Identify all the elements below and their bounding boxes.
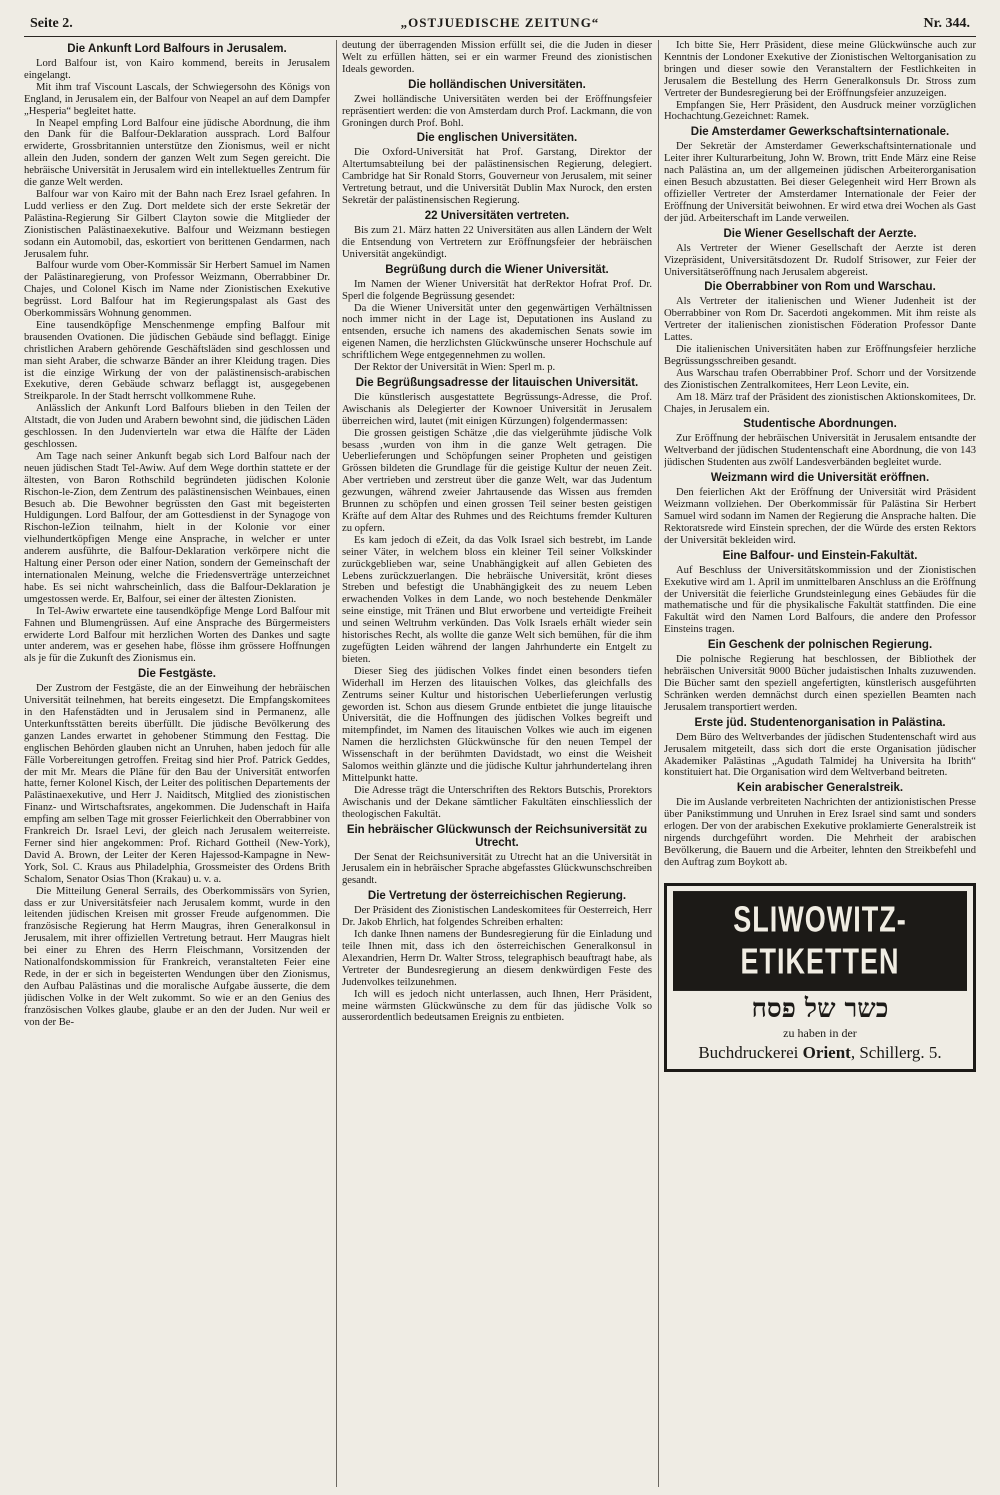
headline-balfour-einstein-faculty: Eine Balfour- und Einstein-Fakultät. (722, 549, 918, 562)
page-number: Seite 2. (30, 16, 73, 31)
headline-austrian-government: Die Vertretung der österreichischen Regierung. (367, 890, 627, 903)
headline-chief-rabbis: Die Oberrabbiner von Rom und Warschau. (704, 281, 936, 294)
paragraph: Der Zustrom der Festgäste, die an der Einweihung der hebräischen Universität teilnehmen, hat bereits eingesetzt. Die Empfangskomitees in den Hafenstädten und in Jerusalem sind in Permanenz, alle Unterkunftsstätten bereits überfüllt. Die jüdische Bevölkerung des ganzen Landes erwartet in gehobener Stimmung den Festtag. Die englischen Behörden glauben nicht an Unruhen, haben jedoch für alle Fälle Vorbereitungen getroffen. Freitag sind hier Prof. Patrick Geddes, der mit Mr. Mears die Pläne für den Bau der Universität entworfen hatte, ferner Kolonel Kisch, der Leiter des politischen Departements der Palästinaexekutive, und Herr J. Naiditsch, Mitglied des zionistischen Finanz- und Wirtschaftsrates, angekommen. Die Judenschaft in Haifa empfing am selben Tage mit grosser Feierlichkeit den Oberrabbiner von Frankreich Dr. Israel Levi, der gleich nach Jerusalem weiterreiste. Ferner sind hier angekommen: Prof. Richard Gottheil (New-York), David A. Brown, der Leiter der Keren Hajessod-Kampagne in New-York, Sol. C. Kraus aus Philadelphia, Grossmeister des Ordens Brith Schalom, Senator Osias Thon (Krakau) u. v. a. (24, 683, 330, 885)
paragraph: Als Vertreter der Wiener Gesellschaft der Aerzte ist deren Vizepräsident, Universitätsdozent Dr. Rudolf Strisower, zur Feier der Universitätseröffnung nach Jerusalem abgereist. (664, 242, 976, 278)
column-divider (658, 40, 659, 1487)
paragraph: Empfangen Sie, Herr Präsident, den Ausdruck meiner vorzüglichen Hochachtung.Gezeichnet: Ramek. (664, 99, 976, 123)
column-divider (336, 40, 337, 1487)
paragraph: In Neapel empfing Lord Balfour eine jüdische Abordnung, die ihm den Dank für die Balfour-Deklaration aussprach. Lord Balfour erwiderte, Grossbritannien unterstütze den Zionismus, weil er nicht allein den Juden, sondern der ganzen Welt zum Segen gereicht. Die hebräische Universität in Jerusalem wird ein intellektuelles Zentrum für die ganze Welt werden. (24, 117, 330, 189)
headline-student-delegations: Studentische Abordnungen. (743, 418, 897, 431)
paragraph: Zur Eröffnung der hebräischen Universität in Jerusalem entsandte der Weltverband der jüdischen Studentenschaft eine Abordnung, die von 143 jüdischen Studenten aus zwölf Landesverbänden begleitet wurde. (664, 433, 976, 469)
paragraph: Der Rektor der Universität in Wien: Sperl m. p. (354, 362, 556, 374)
paragraph: deutung der überragenden Mission erfüllt sei, die die Juden in dieser Welt zu erfüllen hätten, sei er ein warmer Freund des zionistischen Ideals geworden. (342, 40, 652, 75)
paragraph: Mit ihm traf Viscount Lascals, der Schwiegersohn des Königs von England, in Jerusalem ein, der Balfour von Neapel an auf dem Dampfer „Hesperia“ begleitet hatte. (24, 81, 330, 117)
paragraph: Am 18. März traf der Präsident des zionistischen Aktionskomitees, Dr. Chajes, in Jerusalem ein. (664, 391, 976, 415)
page-header (24, 10, 976, 37)
paragraph: Da die Wiener Universität unter den gegenwärtigen Verhältnissen noch immer nicht in der Lage ist, Deputationen ins Ausland zu entsenden, ersuche ich namens des akademischen Senats sowie im eigenen Namen, die herzlichsten Glückwünsche unserer Hochschule auf schriftlichem Wege entgegennehmen zu wollen. (342, 302, 652, 362)
paragraph: Die polnische Regierung hat beschlossen, der Bibliothek der hebräischen Universität 9000 Bücher judaistischen Inhalts zuzuwenden. Die Bücher samt den speziell angefertigten, künstlerisch ausgeführten Schränken werden demnächst durch einen speziellen Beamten nach Jerusalem transportiert werden. (664, 654, 976, 713)
headline-polish-gift: Ein Geschenk der polnischen Regierung. (707, 639, 933, 652)
paragraph: Ich will es jedoch nicht unterlassen, auch Ihnen, Herr Präsident, meine wärmsten Glückwünsche zu dem für das jüdische Volk so ausserordentlich bedeutsamen Ereignis zu entbieten. (342, 988, 652, 1024)
headline-22-universities: 22 Universitäten vertreten. (424, 209, 570, 222)
paragraph: Aus Warschau trafen Oberrabbiner Prof. Schorr und der Vorsitzende des Zionistischen Zentralkomitees, Herr Leon Levite, ein. (664, 367, 976, 391)
ad-printer-address: , Schillerg. 5. (850, 1042, 942, 1062)
headline-dutch-universities: Die holländischen Universitäten. (408, 78, 586, 91)
paragraph: Bis zum 21. März hatten 22 Universitäten aus allen Ländern der Welt die Entsendung von Vertretern zur Eröffnungsfeier der hebräischen Universität angekündigt. (342, 224, 652, 260)
paragraph: Den feierlichen Akt der Eröffnung der Universität wird Präsident Weizmann vollziehen. Der Oberkommissär für Palästina Sir Herbert Samuel wird sodann im Namen der Regierung die Ansprache halten. Die Rektoratsrede wird Einstein sprechen, der die Würde des ersten Rektors der Universität bekleiden wird. (664, 487, 976, 546)
headline-lithuanian-address: Die Begrüßungsadresse der litauischen Universität. (355, 376, 639, 389)
headline-no-general-strike: Kein arabischer Generalstreik. (736, 782, 904, 795)
paragraph: Lord Balfour ist, von Kairo kommend, bereits in Jerusalem eingelangt. (24, 58, 330, 81)
paragraph: Die italienischen Universitäten haben zur Eröffnungsfeier herzliche Begrüssungsschreiben gesandt. (664, 344, 976, 367)
ad-subline: zu haben in der (783, 1025, 857, 1040)
paragraph: Eine tausendköpfige Menschenmenge empfing Balfour mit brausenden Ovationen. Die jüdischen Gebäude sind beflaggt. Einige christlichen Arabern gehörende Geschäftsläden sind geschlossen und man sieht Araber, die schwarze Bänder an ihrer Kleidung tragen. Dies ist die einzige Wirkung der von der palästinensisch-arabischen Exekutive, deren Gebäude schwarz beflaggt ist, ausgegebenen Streikparole. In der Stadt herrscht vollkommene Ruhe. (24, 319, 330, 403)
masthead: „OSTJUEDISCHE ZEITUNG“ (400, 15, 600, 30)
paragraph: Es kam jedoch di eZeit, da das Volk Israel sich bestrebt, im Lande seiner Väter, in welchem bloss ein kleiner Teil seiner Volkskinder zurückgeblieben war, seine Unabhängigkeit auf allen Gebieten des Lebens zurückzuerlangen. Die hebräische Universität, krönt dieses Streben und befestigt die Unabhängigkeit des zu neuem Leben erwachenden Volkes in dem Lande, wo noch bestehende Denkmäler seine einstige, mit Tränen und Blut erworbene und verteidigte Freiheit und seinen Weltruhm verkünden. Das Volk Israels erhält wieder sein historisches Recht, als wollte die ganze Welt sich bemühen, für die ihm zugefügten Leiden während der langen Jahrhunderte ein Entgelt zu bieten. (342, 534, 652, 665)
headline-amsterdam-international: Die Amsterdamer Gewerkschaftsinternationale. (690, 126, 950, 139)
paragraph: Die Adresse trägt die Unterschriften des Rektors Butschis, Prorektors Awischanis und der Dekane sämtlicher Fakultäten einschliesslich der theologischen Fakultät. (342, 784, 652, 820)
paragraph: Die im Auslande verbreiteten Nachrichten der antizionistischen Presse über Panikstimmung und Unruhen in Erez Israel sind samt und sonders erlogen. Der von der arabischen Exekutive proklamierte Generalstreik ist nirgends durchgeführt worden. Die Mehrheit der arabischen Bevölkerung, die Bauern und die Arbeiter, lehnten den Streikbefehl und den Auftrag zum Boykott ab. (664, 797, 976, 868)
headline-english-universities: Die englischen Universitäten. (416, 132, 578, 145)
headline-balfour-arrival: Die Ankunft Lord Balfours in Jerusalem. (67, 43, 287, 55)
headline-utrecht-congratulation: Ein hebräischer Glückwunsch der Reichsuniversität zu Utrecht. (346, 823, 648, 849)
paragraph: Ich danke Ihnen namens der Bundesregierung für die Einladung und teile Ihnen mit, dass ich den österreichischen Generalkonsul in Alexandrien, Herrn Dr. Walter Stross, telegraphisch beauftragt habe, als Vertreter der Bundesregierung an diesem denkwürdigen Feste des Judenvolkes teilzunehmen. (342, 929, 652, 988)
column-3 (664, 40, 976, 1487)
headline-vienna-greeting: Begrüßung durch die Wiener Universität. (385, 263, 609, 276)
advertisement (664, 883, 976, 1072)
headline-student-organisation: Erste jüd. Studentenorganisation in Palästina. (694, 716, 946, 729)
paragraph: Die Mitteilung General Serrails, des Oberkommissärs von Syrien, dass er zur Universitätsfeier nach Jerusalem kommt, wurde in den leitenden jüdischen Kreisen mit grosser Freude aufgenommen. Die französische Regierung hat Herrn Maugras, ihren Generalkonsul in Jerusalem, mit ihrer offiziellen Vertretung betraut. Herr Maugras hielt bei einer zu Ehren des Herrn Fleischmann, Vorsitzenden der Nationalfondskommission für Frankreich, veranstalteten Feier eine Rede, in der er sich in begeisterten Wendungen über den Zionismus, den Aufbau Palästinas und die moralische Aufgabe äusserte, die dem jüdischen Volke in der Welt zukommt. So wie er an den Genius des französischen Volkes glaube, glaube er an den der Juden. Nur weil er von der Be- (24, 885, 330, 1028)
paragraph: Anlässlich der Ankunft Lord Balfours blieben in den Teilen der Altstadt, die von Juden und Arabern bewohnt sind, die jüdischen Läden geschlossen. In den Judenvierteln war etwa die Hälfte der Läden geschlossen. (24, 403, 330, 450)
paragraph: Balfour war von Kairo mit der Bahn nach Erez Israel gefahren. In Ludd verliess er den Zug. Dort meldete sich der erste Sekretär der Palästina-Regierung Sir Gilbert Clayton sowie die Mitglieder der Zionistischen Palästinaexekutive. Balfour und Weizmann bestiegen sodann ein Automobil, das, eskortiert von berittenen Gendarmen, nach Jerusalem fuhr. (24, 188, 330, 260)
column-1 (24, 40, 330, 1487)
paragraph: Ich bitte Sie, Herr Präsident, diese meine Glückwünsche auch zur Kenntnis der Londoner Exekutive der Zionistischen Weltorganisation zu bringen und dieser sowie den Veranstaltern der Festlichkeiten in Jerusalem die Bestellung des Herrn Generalkonsuls Dr. Stross zum Vertreter der Bundesregierung bei der Eröffnungsfeier anzuzeigen. (664, 40, 976, 99)
paragraph: Die künstlerisch ausgestattete Begrüssungs-Adresse, die Prof. Awischanis als Delegierter der Kownoer Universität in Jerusalem überreichen wird, lautet (mit einigen Kürzungen) folgendermassen: (342, 391, 652, 427)
paragraph: Der Präsident des Zionistischen Landeskomitees für Oesterreich, Herr Dr. Jakob Ehrlich, hat folgendes Schreiben erhalten: (342, 905, 652, 929)
ad-printer-line (673, 1043, 967, 1063)
paragraph: Die Oxford-Universität hat Prof. Garstang, Direktor der Altertumsabteilung bei der palästinensischen Regierung, delegiert. Cambridge hat Sir Ronald Storrs, Gouverneur von Jerusalem, mit seiner Vertretung betraut, und die Universität Dublin Max Nurock, den ersten Sekretär der palästinensischen Regierung. (342, 147, 652, 207)
paragraph: Im Namen der Wiener Universität hat derRektor Hofrat Prof. Dr. Sperl die folgende Begrüssung gesendet: (342, 278, 652, 302)
paragraph: Als Vertreter der italienischen und Wiener Judenheit ist der Oberrabbiner von Rom Dr. Sacerdoti angekommen. Mit ihm reiste als Vertreter der italienischen zionistischen Föderation Professor Dante Lattes. (664, 296, 976, 344)
headline-festgaeste: Die Festgäste. (138, 668, 216, 681)
paragraph: Am Tage nach seiner Ankunft begab sich Lord Balfour nach der neuen jüdischen Stadt Tel-Awiw. Auf dem Wege dorthin stattete er der ältesten, von Baron Rothschild begründeten jüdischen Kolonie Rischon-le-Zion, dem Zentrum des palästinensischen Weinbaues, einen Besuch ab. Die Bewohner begrüssten den Gast mit begeisterten Huldigungen. Lord Balfour, der am Gottesdienst in der Synagoge von Rischon-leZion teilnahm, hielt in der Kolonie vor einer vielhundertköpfigen Menge eine Ansprache, in welcher er unter anderem ausführte, die Balfour-Deklaration verkörpere nicht die Haltung einer Person oder einer Nation, sondern der Gemeinschaft der internationalen Meinung, welche die Friedensverträge unterzeichnet habe. Es sei nicht wahrscheinlich, dass die Balfour-Deklaration je umgestossen werde. Er, Balfour, sei einer der ältesten Zionisten. (24, 450, 330, 605)
paragraph: Der Sekretär der Amsterdamer Gewerkschaftsinternationale und Leiter ihrer Kulturarbeitung, John W. Brown, tritt Ende März eine Reise nach Palästina an, um der allgemeinen jüdischen Arbeiterorganisation einen Besuch abzustatten. Bei dieser Gelegenheit wird Herr Brown als offizieller Vertreter der Amsterdamer Internationale der Feier der Eröffnung der Universität beiwohnen. Er wird etwa drei Wochen als Gast der jüd. Arbeiterschaft im Lande verweilen. (664, 141, 976, 224)
article-columns (24, 40, 976, 1487)
paragraph: Dem Büro des Weltverbandes der jüdischen Studentenschaft wird aus Jerusalem mitgeteilt, dass sich dort die erste Organisation jüdischer Akademiker Palästinas „Agudath Talmidej ha Universita ha Ibrith“ konstituiert hat. Die Organisation wird dem Weltverband beitreten. (664, 731, 976, 779)
headline-weizmann-opens: Weizmann wird die Universität eröffnen. (710, 472, 930, 485)
ad-printer-prefix: Buchdruckerei (698, 1042, 799, 1062)
ad-title: SLIWOWITZ-ETIKETTEN (673, 891, 967, 991)
column-2 (342, 40, 652, 1487)
paragraph: In Tel-Awiw erwartete eine tausendköpfige Menge Lord Balfour mit Fahnen und Blumengrüssen. Auf eine Ansprache des Bürgermeisters erwiderte Lord Balfour mit herzlichen Worten des Dankes und sagte unter anderem, was er gesehen habe, flösse ihm grössere Hoffnungen als je für die Zukunft des Zionismus ein. (24, 605, 330, 665)
issue-number: Nr. 344. (923, 16, 970, 31)
paragraph: Dieser Sieg des jüdischen Volkes findet einen besonders tiefen Widerhall im Herzen des litauischen Volkes, das gleichfalls des Zentrums seiner Kultur und historischen Ueberlieferungen verlustig geworden ist. Schon aus diesem Grunde entbietet die junge litauische Universität, die die Hoffnungen des jüdischen Volkes begreift und mitempfindet, im Namen des litauischen Volkes wie auch im eigenen Namen die herzlichsten Glückwünsche für den neuen Tempel der Wissenschaft in der berühmten Davidstadt, wo einst die Weisheit Salomos weithin glänzte und die jüdische Kultur jahrhundertelang ihren Mittelpunkt hatte. (342, 665, 652, 784)
ad-printer-name: Orient (802, 1042, 851, 1062)
paragraph: Die grossen geistigen Schätze ‚die das vielgerühmte jüdische Volk besass ‚wurden von ihm in die ganze Welt getragen. Die Ueberlieferungen und Schöpfungen seiner Propheten und geistigen Grössen bildeten die Grundlage für die geistige Kultur der neuen Zeit. Aber vertrieben und zerstreut über die ganze Welt, war das Judentum gezwungen, während zweier Jahrtausende das Wissen aus fremden Brunnen zu schöpfen und einen grossen Teil seiner besten geistigen Kräfte auf dem Altar des Ruhmes und des Reichtums fremder Kulturen zu opfern. (342, 427, 652, 534)
paragraph: Zwei holländische Universitäten werden bei der Eröffnungsfeier repräsentiert werden: die von Amsterdam durch Prof. Lackmann, die von Groningen durch Prof. Bohl. (342, 93, 652, 129)
paragraph: Balfour wurde vom Ober-Kommissär Sir Herbert Samuel im Namen der Palästinaregierung, von Professor Weizmann, Oberrabbiner Dr. Chajes, und Colonel Kisch im Name nder Zionistischen Exekutive begrüsst. Lord Balfour hat im Regierungspalast als Gast des Oberkommissärs Wohnung genommen. (24, 260, 330, 320)
ad-hebrew-text: כשר של פסח (751, 993, 889, 1024)
headline-vienna-physicians: Die Wiener Gesellschaft der Aerzte. (723, 227, 917, 240)
paragraph: Der Senat der Reichsuniversität zu Utrecht hat an die Universität in Jerusalem ein in hebräischer Sprache abgefasstes Glückwunschschreiben gesandt. (342, 851, 652, 887)
paragraph: Auf Beschluss der Universitätskommission und der Zionistischen Exekutive wird am 1. April im unmittelbaren Anschluss an die Eröffnung der Universität die feierliche Grundsteinlegung eines Gebäudes für die mathematische und für die physikalische Fakultät stattfinden. Die eine Fakultät wird den Namen Lord Balfours, die andere den Professor Einsteins tragen. (664, 564, 976, 636)
